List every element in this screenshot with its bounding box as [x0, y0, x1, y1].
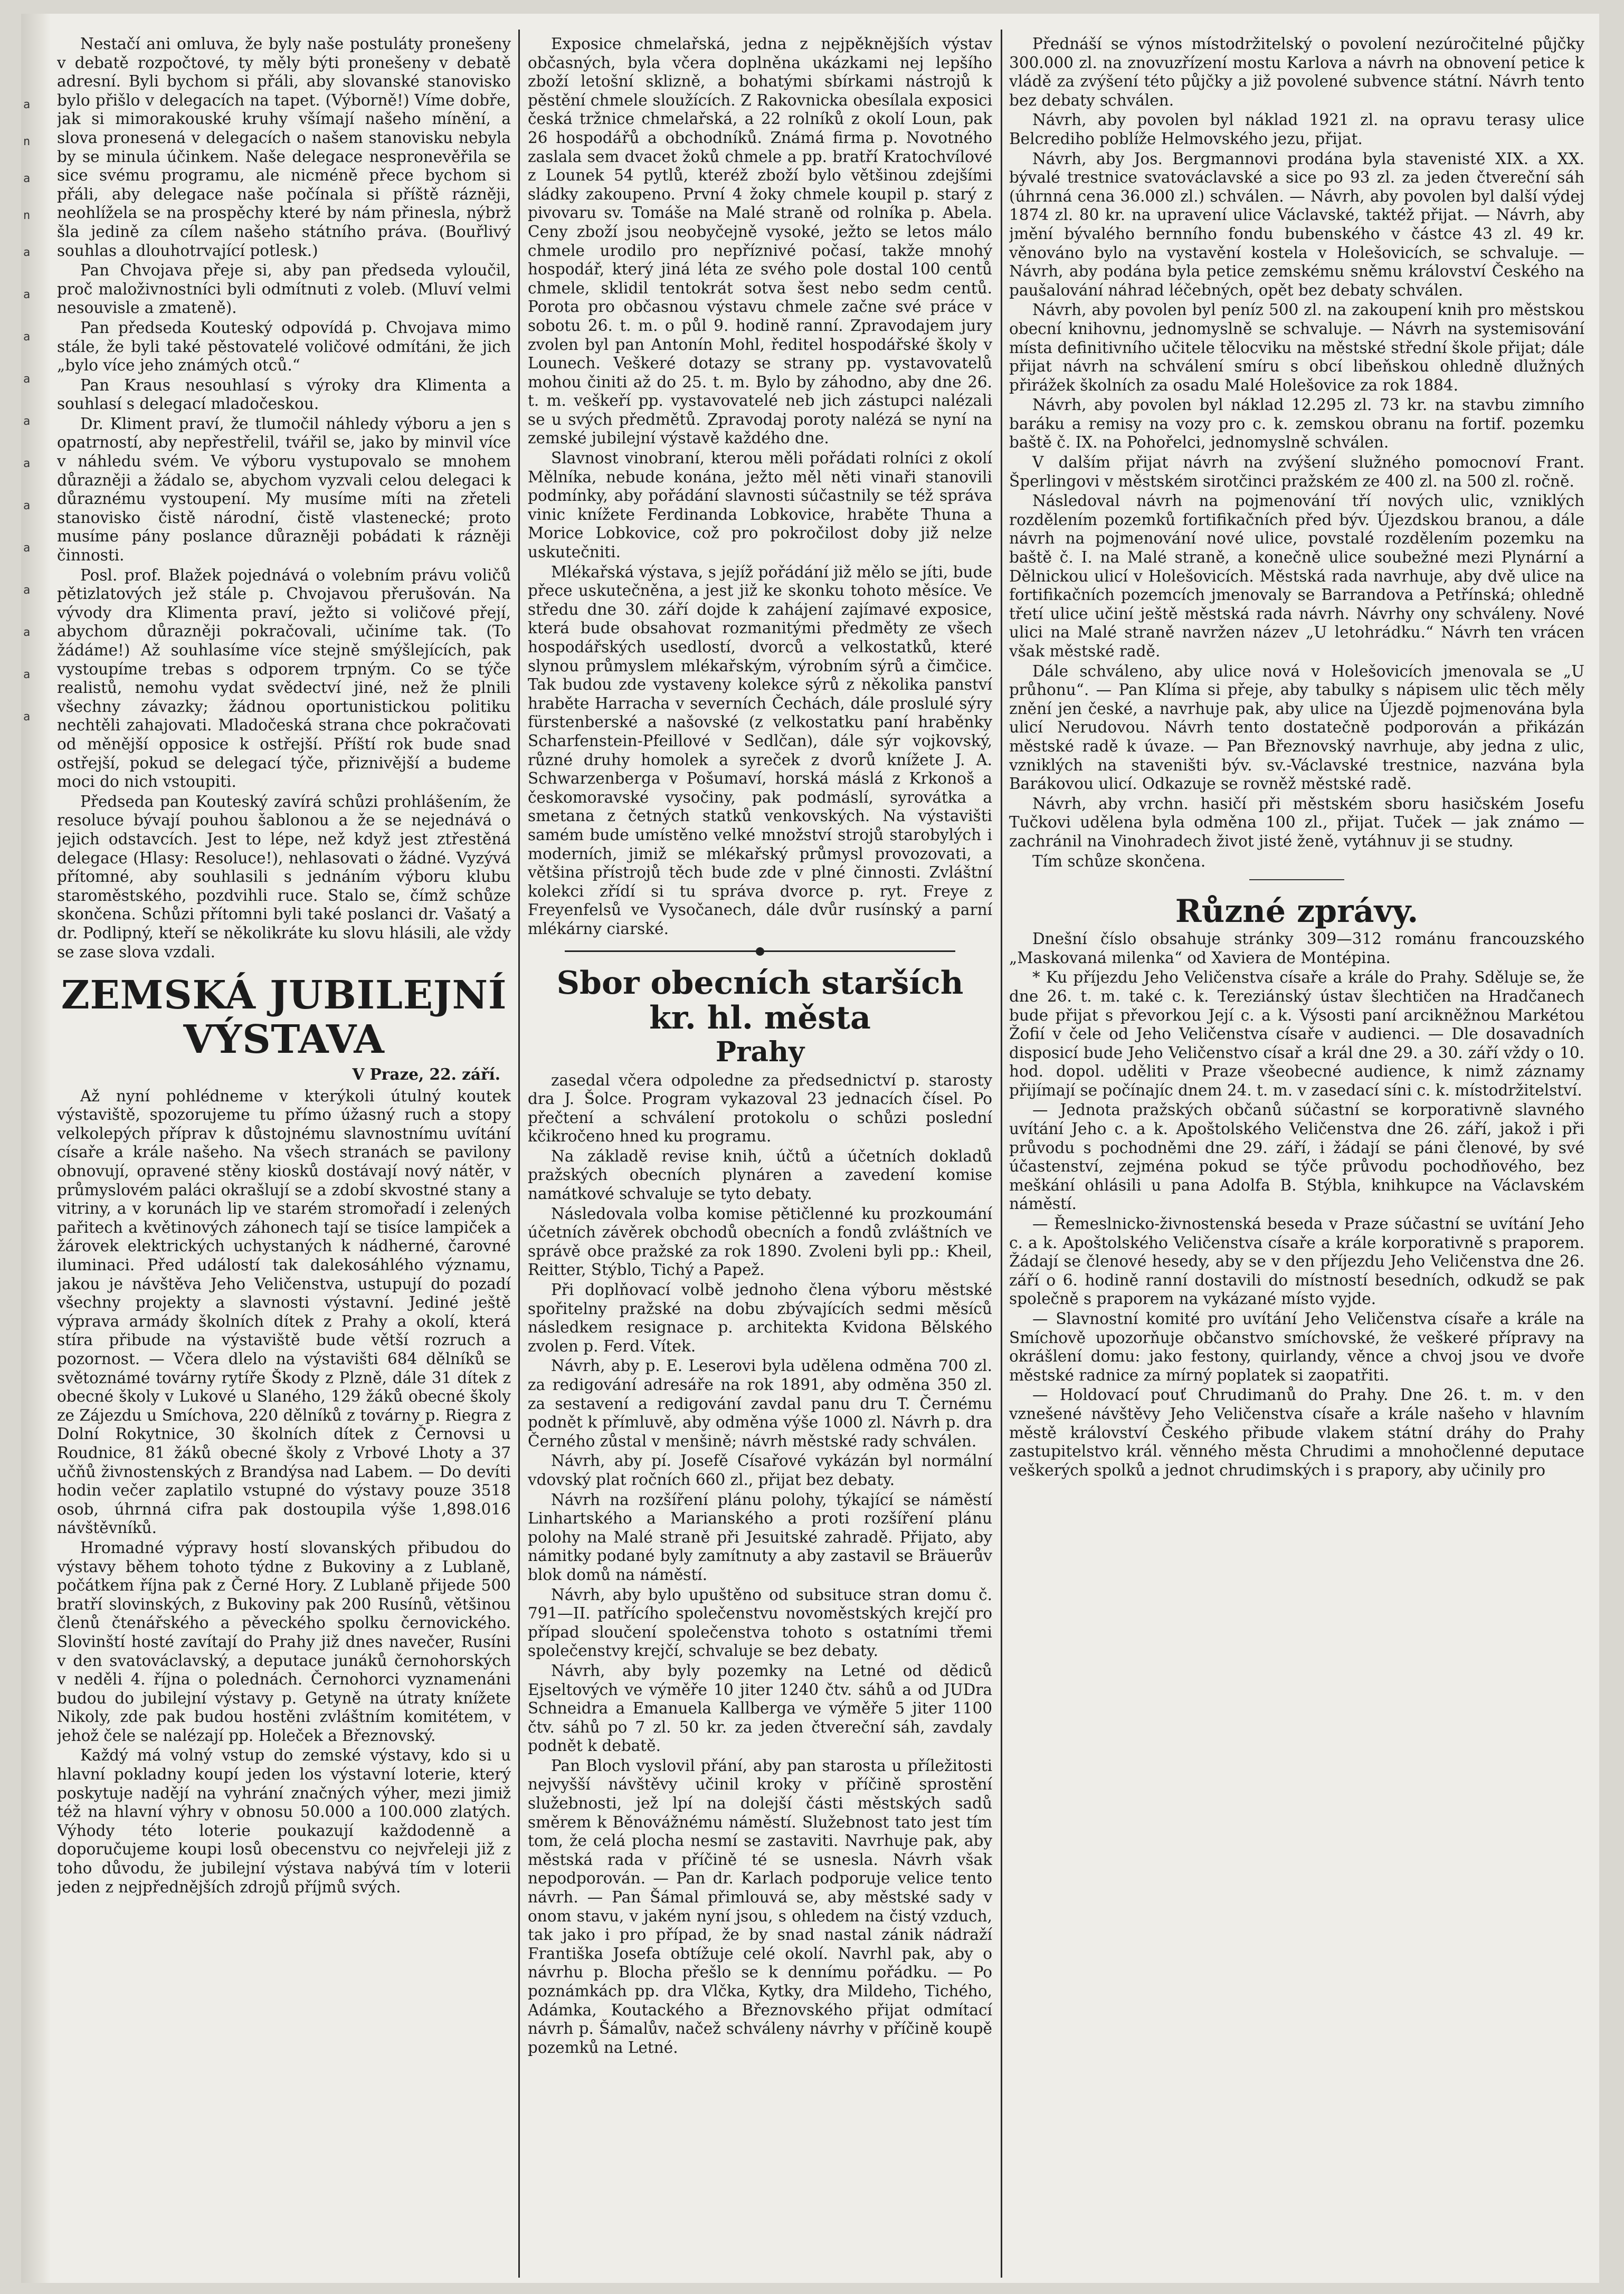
edge-fragment: n: [23, 209, 31, 222]
paragraph: Pan Bloch vyslovil přání, aby pan starosta u příležitosti nejvyšší návštěvy učinil kroky v příčině sprostění služebnosti, jež lpí na dolejší části městských sadů směrem k Běnovážnému náměstí. Služebnost tato jest tím tom, že celá plocha nesmí se zastaviti. Navrhuje pak, aby městská rada v příčině té se usnesla. Návrh však nepodporován. — Pan dr. Karlach podporuje velice tento návrh. — Pan Šámal přimlouvá se, aby městské sady v onom stavu, v jakém nyní jsou, s ohledem na čistý vzduch, tak jako i pro případ, že by snad nastal zánik nádraží Františka Josefa obtížuje celé okolí. Navrhl pak, aby o návrhu p. Blocha přešlo se k dennímu pořádku. — Po poznámkách pp. dra Vlčka, Kytky, dra Mildeho, Tichého, Adámka, Koutackého a Březnovského přijat odmítací návrh p. Šámalův, načež schváleny návrhy v příčině koupě pozemků na Letné.: [528, 1756, 992, 2057]
paragraph: Hromadné výpravy hostí slovanských přibudou do výstavy během tohoto týdne z Bukoviny a z Lublaně, počátkem října pak z Černé Hory. Z Lublaně přijede 500 bratří slovinských, z Bukoviny pak 200 Rusínů, většinou členů čtenářského a pěveckého spolku černovického. Slovinští hosté zavítají do Prahy již dnes navečer, Rusíni v den svatováclavský, a deputace junáků černohorských v neděli 4. října o polednách. Černohorci vyznamenáni budou do jubilejní výstavy p. Getyně na útraty knížete Nikoly, zde pak budou hostěni zvláštním komitétem, v jehož čele se nalézají pp. Holeček a Březnovský.: [57, 1538, 511, 1745]
paragraph: Exposice chmelařská, jedna z nejpěknějších výstav občasných, byla včera doplněna ukázkami nej lepšího zboží letošní sklizně, a bohatými sbírkami nástrojů k pěstění chmele sloužících. Z Rakovnicka obesílala exposici česká tržnice chmelařská, a 22 rolníků z okolí Loun, pak 26 hospodářů a obchodníků. Známá firma p. Novotného zaslala sem dvacet žoků chmele a pp. bratří Kratochvílové z Lounek 54 pytlů, kteréž zboží bylo většinou zdejšími sládky zakoupeno. První 4 žoky chmele koupil p. starý z pivovaru sv. Tomáše na Malé straně od rolníka p. Abela. Ceny zboží jsou neobyčejně vysoké, ježto se letos málo chmele urodilo pro nepříznivé počasí, takže mnohý hospodář, který jiná léta ze svého pole dostal 100 centů chmele, sklidil tentokrát sotva šest nebo sedm centů. Porota pro občasnou výstavu chmele začne své práce v sobotu 26. t. m. o půl 9. hodině ranní. Zpravodajem jury zvolen byl pan Antonín Mohl, ředitel hospodářské školy v Lounech. Veškeré dotazy se strany pp. vystavovatelů mohou činiti až do 25. t. m. Bylo by záhodno, aby dne 26. t. m. veškeří pp. vystavovatelé neb jich zástupci nalézali se u svých předmětů. Zpravodaj poroty nalézá se nyní na zemské jubilejní výstavě každého dne.: [528, 35, 992, 448]
section-heading-line2: Prahy: [715, 1035, 805, 1068]
edge-fragment: a: [23, 668, 31, 681]
paragraph: Na základě revise knih, účtů a účetních dokladů pražských obecních plynáren a zavedení komise namátkové schvaluje se tyto debaty.: [528, 1147, 992, 1203]
section-heading: Sbor obecních starších kr. hl. města: [556, 964, 964, 1036]
edge-fragment: a: [23, 710, 31, 724]
paragraph: — Slavnostní komité pro uvítání Jeho Veličenstva císaře a krále na Smíchově upozorňuje občanstvo smíchovské, že veškeré přípravy na okrášlení domu: jako festony, quirlandy, věnce a chvoj jsou ve dvoře městské radnice za mírný poplatek si zaopatřiti.: [1009, 1310, 1584, 1384]
newspaper-page: [21, 14, 1599, 2283]
edge-fragment: a: [23, 373, 31, 386]
edge-fragment: a: [23, 330, 31, 344]
torn-left-edge: [21, 14, 51, 2283]
paragraph: — Jednota pražských občanů súčastní se korporativně slavného uvítání Jeho c. a k. Apoštolského Veličenstva dne 26. září, jakož i při průvodu s pochodněmi dne 29. září, i žádají se páni členové, by své účastenství, zejména pokud se týče průvodu pochodňového, bez meškání ohlásili u pana Adolfa B. Stýbla, knihkupce na Václavském náměstí.: [1009, 1101, 1584, 1213]
paragraph: Návrh, aby bylo upuštěno od subsituce stran domu č. 791—II. patřícího společenstvu novoměstských krejčí pro případ sloučení společenstva tohoto s ostatními třemi společenstvy krejčí, schvaluje se bez debaty.: [528, 1585, 992, 1660]
paragraph: Návrh, aby byly pozemky na Letné od dědiců Ejseltových ve výměře 10 jiter 1240 čtv. sáhů a od JUDra Schneidra a Emanuela Kallberga ve výměře 5 jiter 1100 čtv. sáhů po 7 zl. 50 kr. za jeden čtvereční sáh, zavdaly podnět k debatě.: [528, 1661, 992, 1755]
paragraph: Pan Chvojava přeje si, aby pan předseda vyloučil, proč maloživnostníci byli odmítnuti z voleb. (Mluví velmi nesouvisle a zmateně).: [57, 261, 511, 317]
paragraph: * Ku příjezdu Jeho Veličenstva císaře a krále do Prahy. Sděluje se, že dne 26. t. m. také c. k. Tereziánský ústav šlechtičen na Hradčanech bude přijat s převorkou Její c. a k. Výsosti paní arcikněžnou Markétou Žofií v čele od Jeho Veličenstva císaře v audienci. — Dle dosavadních disposicí bude Jeho Veličenstvo císař a král dne 29. a 30. září vždy o 10. hod. dopol. uděliti v Praze všeobecné audience, k nimž záznamy přijímají se počínajíc dnem 24. t. m. v zasedací síni c. k. místodržitelství.: [1009, 968, 1584, 1099]
paragraph: zasedal včera odpoledne za předsednictví p. starosty dra J. Šolce. Program vykazoval 23 jednacích čísel. Po přečtení a schválení protokolu o schůzi poslední kčikročeno hned ku programu.: [528, 1071, 992, 1146]
column-2: [528, 35, 992, 2278]
paragraph: Dále schváleno, aby ulice nová v Holešovicích jmenovala se „U průhonu“. — Pan Klíma si přeje, aby tabulky s nápisem ulic těch měly znění jen české, a navrhuje pak, aby ulice na Újezdě pojmenována byla ulicí Nerudovou. Návrh tento dostatečně podporován a přikázán městské radě k úvaze. — Pan Březnovský navrhuje, aby jedna z ulic, vzniklých na staveništi býv. sv.-Václavské trestnice, nazvána byla Barákovou ulicí. Odkazuje se rovněž městské radě.: [1009, 662, 1584, 793]
column-1: [57, 35, 511, 2278]
paragraph: Návrh, aby Jos. Bergmannovi prodána byla stavenisté XIX. a XX. bývalé trestnice svatováclavské a sice po 93 zl. za jeden čtvereční sáh (úhrnná cena 36.000 zl.) schválen. — Návrh, aby povolen byl další výdej 1874 zl. 80 kr. na upravení ulice Václavské, taktéž přijat. — Návrh, aby jmění bývalého bernního fondu bubenského v částce 43 zl. 49 kr. věnováno bylo na vystavění kostela v Holešovicích, se schvaluje. — Návrh, aby podána byla petice zemskému sněmu království Českého na paušalování náhrad léčebných, opět bez debaty schválen.: [1009, 149, 1584, 299]
edge-fragment: a: [23, 457, 31, 470]
column-3: [1009, 35, 1584, 2278]
paragraph: Pan předseda Kouteský odpovídá p. Chvojava mimo stále, že byli také pěstovatelé voličové odmítáni, že jich „bylo více jeho známých otců.“: [57, 318, 511, 375]
paragraph: Dr. Kliment praví, že tlumočil náhledy výboru a jen s opatrností, aby nepřestřelil, tvářil se, jako by minvil více v náhledu svém. Ve výboru vystupovalo se mnohem důrazněji a žádalo se, abychom vyzvali celou delegaci k důraznému vystoupení. My musíme míti na zřeteli stanovisko čistě národní, čistě vlastenecké; proto musíme pány poslance důrazněji pobádati k rázněji činnosti.: [57, 414, 511, 565]
edge-fragment: a: [23, 415, 31, 428]
paragraph: Následovala volba komise pětičlenné ku prozkoumání účetních závěrek obchodů obecních a fondů zvláštních ve správě obce pražské za rok 1890. Zvoleni byli pp.: Kheil, Reitter, Stýblo, Tichý a Papež.: [528, 1204, 992, 1279]
paragraph: Každý má volný vstup do zemské výstavy, kdo si u hlavní pokladny koupí jeden los výstavní loterie, který poskytuje nadějí na vyhrání značných výher, mezi jimiž též na hlavní výhry v obnosu 50.000 a 100.000 zlatých. Výhody této loterie poukazují každodenně a doporučujeme koupi losů obecenstvu co nejvřeleji již z toho důvodu, že jubilejní výstava nabývá tím v loterii jeden z nejpřednějších zdrojů příjmů svých.: [57, 1746, 511, 1896]
edge-fragment: a: [23, 626, 31, 639]
section-heading: ZEMSKÁ JUBILEJNÍ VÝSTAVA: [61, 973, 507, 1063]
paragraph: Předseda pan Kouteský zavírá schůzi prohlášením, že resoluce bývají pouhou šablonou a že se nejednává o jejich odstavcích. Jest to lépe, než když jest ztřestěná delegace (Hlasy: Resoluce!), nehlasovati o žádné. Vyzývá přítomné, aby souhlasili s jednáním výboru klubu staroměstského, pozdvihli ruce. Stalo se, čímž schůze skončena. Schůzi přítomni byli také poslanci dr. Vašatý a dr. Podlipný, kteří se několikráte ku slovu hlásili, ale vždy se zase slova vzdali.: [57, 792, 511, 961]
paragraph: Při doplňovací volbě jednoho člena výboru městské spořitelny pražské na dobu zbývajících sedmi měsíců následkem resignace p. architekta Kvidona Bělského zvolen p. Ferd. Vítek.: [528, 1281, 992, 1355]
paragraph: Návrh na rozšíření plánu polohy, týkající se náměstí Linhartského a Marianského a proti rozšíření plánu polohy na Malé straně při Jesuitské zahradě. Přijato, aby námitky podané byly zamítnuty a aby zastavil se Bräuerův blok domů na náměstí.: [528, 1490, 992, 1584]
paragraph: Nestačí ani omluva, že byly naše postuláty pronešeny v debatě rozpočtové, ty měly býti pronešeny v debatě adresní. Byli bychom si přáli, aby slovanské stanovisko bylo přišlo v delegacích na tapet. (Výborně!) Víme dobře, jak si mimorakouské kruhy všímají našeho mínění, a slova pronesená v delegacích o našem stanovisku nebyla by se minula účinkem. Naše delegace nespronevěřila se sice svému programu, ale nicméně přece bychom si přáli, aby delegace naše počínala si příště rázněji, neohlížela se na prospěchy které by nám přinesla, nýbrž šla jedině za cílem našeho státního práva. (Bouřlivý souhlas a dlouhotrvající potlesk.): [57, 35, 511, 260]
edge-fragment: n: [23, 135, 31, 148]
edge-fragment: a: [23, 98, 31, 111]
paragraph: Následoval návrh na pojmenování tří nových ulic, vzniklých rozdělením pozemků fortifikačních před býv. Újezdskou branou, a dále návrh na pojmenování nové ulice, povstalé rozdělením pozemku na baště č. I. na Malé straně, a konečně ulice soubežné mezi Plynární a Dělnickou ulicí v Holešovicích. Městská rada navrhuje, aby dvě ulice na fortifikačních pozemcích jmenovaly se Barrandova a Petřínská; ohledně třetí ulice učiní ještě městská rada návrh. Návrhy ony schváleny. Nové ulici na Malé straně navržen název „U letohrádku.“ Návrh ten vrácen však městské radě.: [1009, 492, 1584, 660]
paragraph: Tím schůze skončena.: [1032, 852, 1206, 870]
paragraph: Mlékařská výstava, s jejíž pořádání již mělo se jíti, bude přece uskutečněna, a jest již ke skonku tohoto měsíce. Ve středu dne 30. září dojde k zahájení zajímavé exposice, která bude obsahovat rozmanitými předměty ze všech hospodářských usedlostí, dvorců a velkostatků, které slynou průmyslem mlékařským, výrobním sýrů a čimčice. Tak budou zde vystaveny kolekce sýrů z několika panství hraběte Harracha v severních Čechách, dále proslulé sýry fürstenberské a našovské (z velkostatku paní hraběnky Scharfenstein-Pfeillové v Sedlčan), dále sýr vojkovský, různé druhy homolek a syreček z dvorů knížete J. A. Schwarzenberga v Pošumaví, horská máslá z Krkonoš a českomoravské vysočiny, pak podmáslí, syrovátka a smetana z četných statků venkovských. Na výstavišti samém bude umístěno velké množství strojů starobylých i moderních, jimiž se mlékařský průmysl provozovati, a většina přístrojů těch bude zde v plné činnosti. Zvláštní kolekci zřídí si tu správa dvorce p. ryt. Freye z Freyenfelsů ve Vysočanech, dále dvůr rusínský a parní mlékárny ciarské.: [528, 563, 992, 938]
paragraph: V dalším přijat návrh na zvýšení služného pomocnoví Frant. Šperlingovi v městském sirotčinci pražském ze 400 zl. na 500 zl. ročně.: [1009, 453, 1584, 490]
paragraph: Dnešní číslo obsahuje stránky 309—312 románu francouzského „Maskovaná milenka“ od Xaviera de Montépina.: [1009, 930, 1584, 967]
paragraph: Slavnost vinobraní, kterou měli pořádati rolníci z okolí Mělníka, nebude konána, ježto měl něti vinaři stanovili podmínky, aby pořádání slavnosti súčastnily se též správa vinic knížete Ferdinanda Lobkovice, hraběte Thuna a Morice Lobkovice, což pro pokročilost doby již nelze uskutečniti.: [528, 449, 992, 561]
edge-fragment: a: [23, 499, 31, 512]
short-divider: [1249, 879, 1344, 880]
paragraph: Návrh, aby povolen byl náklad 12.295 zl. 73 kr. na stavbu zimního baráku a remisy na vozy pro c. k. zemskou obranu na fortif. pozemku baště č. IX. na Pohořelci, jednomyslně schválen.: [1009, 396, 1584, 452]
paragraph: Návrh, aby pí. Josefě Císařové vykázán byl normální vdovský plat ročních 660 zl., přijat bez debaty.: [528, 1452, 992, 1489]
dateline: V Praze, 22. září.: [352, 1065, 500, 1084]
paragraph: Návrh, aby povolen byl peníz 500 zl. na zakoupení knih pro městskou obecní knihovnu, jednomyslně se schvaluje. — Návrh na systemisování místa definitivního učitele tělocviku na městské střední škole přijat; dále přijat návrh na schválení smíru s obcí libeňskou ohledně dlužných přirážek školních za osadu Malé Holešovice za rok 1884.: [1009, 301, 1584, 394]
paragraph: Pan Kraus nesouhlasí s výroky dra Klimenta a souhlasí s delegací mladočeskou.: [57, 376, 511, 413]
edge-fragment: a: [23, 541, 31, 555]
paragraph: Návrh, aby povolen byl náklad 1921 zl. na opravu terasy ulice Belcrediho poblíže Helmovského jezu, přijat.: [1009, 111, 1584, 148]
edge-fragment: a: [23, 246, 31, 259]
paragraph: Přednáší se výnos místodržitelský o povolení nezúročitelné půjčky 300.000 zl. na znovuzřízení mostu Karlova a návrh na obnovení petice k vládě za zvýšení této půjčky a již povolené subvence státní. Návrh tento bez debaty schválen.: [1009, 35, 1584, 109]
edge-fragment: a: [23, 172, 31, 185]
paragraph: — Holdovací pouť Chrudimanů do Prahy. Dne 26. t. m. v den vznešené návštěvy Jeho Veličenstva císaře a krále našeho v hlavním městě království Českého přibude vlakem státní dráhy do Prahy zastupitelstvo král. věnného města Chrudimi a mnohočlenné deputace veškerých spolků a jednot chrudimských i s prapory, aby učinily pro: [1009, 1386, 1584, 1479]
section-divider: [565, 950, 955, 952]
edge-fragment: a: [23, 584, 31, 597]
paragraph: Posl. prof. Blažek pojednává o volebním právu voličů pětizlatových jež stále p. Chvojavou přerušován. Na vývody dra Klimenta praví, ježto si voličové přejí, abychom důrazněji pokračovali, učiníme tak. (To žádáme!) Až souhlasíme více stejně smýšlejících, pak vystoupíme trebas s odporem trpným. Co se týče realistů, nemohu vydat svědectví jiné, než že plnili všechny závazky; žádnou oportunistickou politiku nechtěli zahajovati. Mladočeská strana chce pokračovati od měnější opposice k ostřejší. Příští rok bude snad ostřejší, pokud se delegací týče, přiznivější a budeme moci do nich vstoupiti.: [57, 566, 511, 791]
paragraph: Návrh, aby p. E. Leserovi byla udělena odměna 700 zl. za redigování adresáře na rok 1891, aby odměna 350 zl. za sestavení a redigování zavdal panu dru T. Černému podnět k přímluvě, aby odměna výše 1000 zl. Návrh p. dra Černého zůstal v menšině; návrh městské rady schválen.: [528, 1357, 992, 1450]
section-heading: Různé zprávy.: [1175, 893, 1419, 930]
paragraph: Až nyní pohlédneme v kterýkoli útulný koutek výstaviště, spozorujeme tu přímo úžasný ruch a stopy velkolepých příprav k důstojnému slavnostnímu uvítání císaře a krále našeho. Na všech stranách se pavilony obnovují, opravené stěny kiosků dostávají nový nátěr, v průmyslovém paláci okrašlují se a zdobí skvostné stany a vitriny, a v korunách lip ve starém stromořadí i zelených pařitech a květinových záhonech tají se tisíce lampiček a žárovek elektrických uchystaných k nádherné, čarovné iluminaci. Před událostí tak dalekosáhlého významu, jakou je návštěva Jeho Veličenstva, ustupují do pozadí všechny projekty a slavnosti výstavní. Jediné ještě výprava armády školních dítek z Prahy a okolí, která stíra přibude na výstaviště bude větší rozruch a pozornost. — Včera dlelo na výstavišti 684 dělníků se světoznámé továrny rytíře Škody z Plzně, dále 31 dítek z obecné školy v Lukové u Slaného, 129 žáků obecné školy ze Zájezdu u Smíchova, 220 dělníků z továrny p. Riegra z Dolní Rokytnice, 30 školních dítek z Černovsi u Roudnice, 81 žáků obecné školy z Vrbové Lhoty a 37 učňů živnostenských z Brandýsa nad Labem. — Do devíti hodin večer zaplatilo vstupné do výstavy pouze 3518 osob, úhrnná cifra pak dostoupila výše 1,898.016 návštěvníků.: [57, 1087, 511, 1537]
paragraph: — Řemeslnicko-živnostenská beseda v Praze súčastní se uvítání Jeho c. a k. Apoštolského Veličenstva císaře a krále korporativně s praporem. Žádají se členové hesedy, aby se v den příjezdu Jeho Veličenstva dne 26. září o 6. hodině ranní dostavili do místností besedních, odkudž se pak společně s praporem na vykázané místo vyjde.: [1009, 1215, 1584, 1308]
edge-fragment: a: [23, 288, 31, 301]
column-rule: [1001, 30, 1002, 2278]
column-rule: [518, 30, 520, 2278]
paragraph: Návrh, aby vrchn. hasičí při městském sboru hasičském Josefu Tučkovi udělena byla odměna 100 zl., přijat. Tuček — jak známo — zachránil na Vinohradech život jisté ženě, vytáhnuv ji se studny.: [1009, 794, 1584, 850]
